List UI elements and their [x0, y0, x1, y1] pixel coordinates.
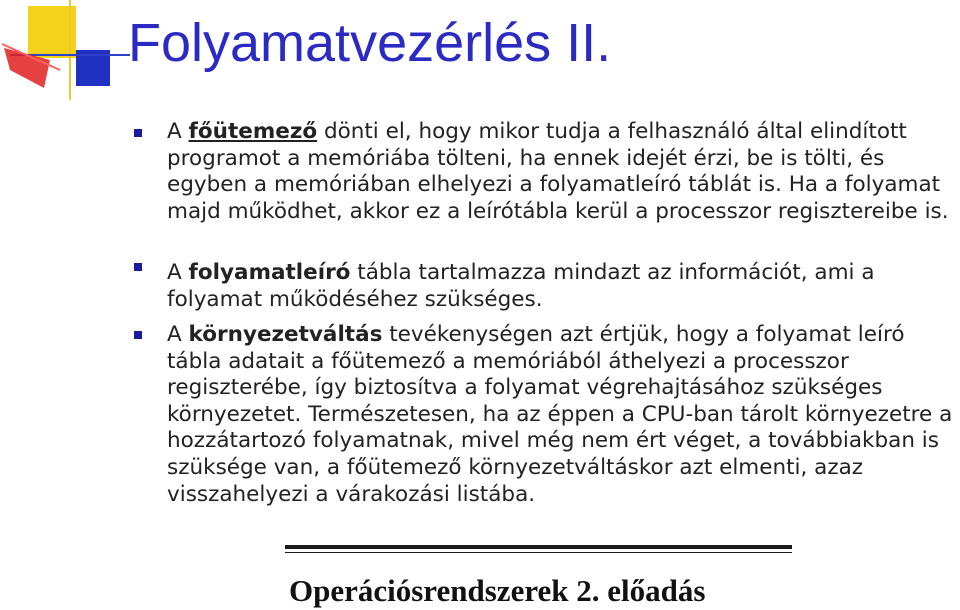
footer-divider-thick [285, 545, 792, 549]
bullet-square-icon [134, 263, 142, 271]
slide-footer: Operációsrendszerek 2. előadás [289, 573, 706, 608]
keyword-folyamatleiro: folyamatleíró [188, 260, 351, 285]
keyword-fouetemezo: főütemező [188, 119, 318, 144]
footer-divider-thin [285, 552, 792, 553]
bullet-item: A főütemező dönti el, hogy mikor tudja a felhasználó által elindított programot a memóriába tölteni, ha ennek idejét érzi, be is tölti, és egyben a memóriában elhelyezi a folyamatleíró táblát is. Ha a folyamat majd működhet, akkor ez a leírótábla kerül a processzor regisztereibe is. [167, 119, 949, 224]
keyword-kornyezetvaltas: környezetváltás [188, 322, 383, 347]
slide-title: Folyamatvezérlés II. [128, 13, 612, 73]
bullet-square-icon [134, 331, 142, 339]
bullet-item: A folyamatleíró tábla tartalmazza mindazt az információt, ami a folyamat működéséhez szükséges. [167, 260, 875, 312]
bullet-square-icon [134, 129, 142, 137]
bullet-item: A környezetváltás tevékenységen azt értjük, hogy a folyamat leíró tábla adatait a főütemező a memóriából áthelyezi a processzor regiszterébe, így biztosítva a folyamat végrehajtásához szükséges környezetet. Természetesen, ha az éppen a CPU-ban tárolt környezetre a hozzátartozó folyamatnak, mivel még nem ért véget, a továbbiakban is szüksége van, a főütemező környezetváltáskor azt elmenti, azaz visszahelyezi a várakozási listába. [167, 322, 953, 507]
